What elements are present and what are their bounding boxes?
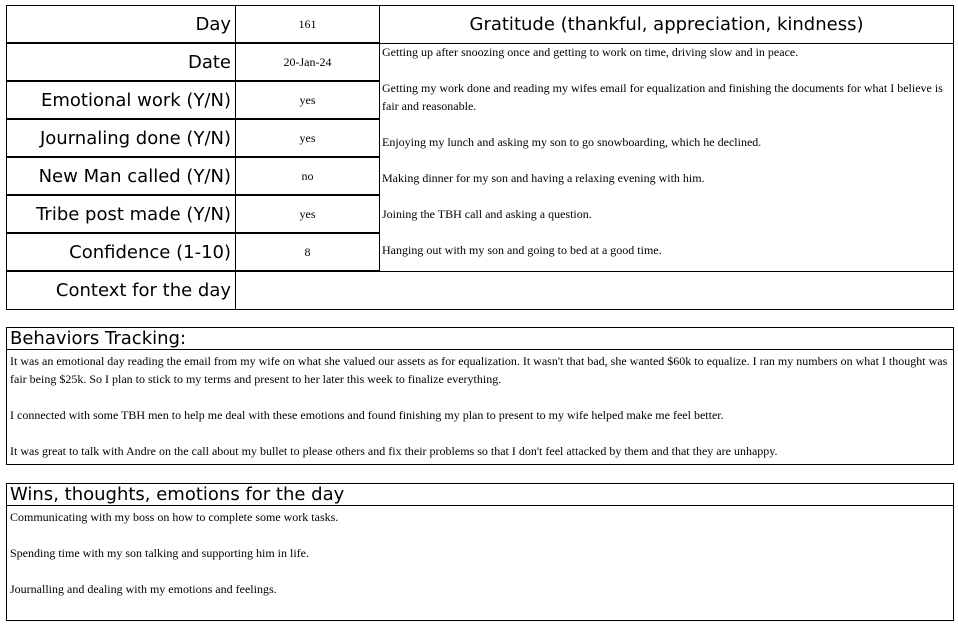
confidence-label: Confidence (1-10): [6, 233, 236, 271]
new-man-called-label: New Man called (Y/N): [6, 157, 236, 195]
emotional-work-value[interactable]: yes: [235, 81, 380, 119]
wins-text[interactable]: [7, 506, 953, 598]
gratitude-item: Getting up after snoozing once and getting to work on time, driving slow and in peace.: [382, 45, 799, 59]
behaviors-text[interactable]: [7, 350, 953, 460]
gratitude-item: Hanging out with my son and going to bed at a good time.: [382, 243, 662, 257]
daily-tracker-table: [6, 5, 954, 310]
confidence-value[interactable]: 8: [235, 233, 380, 271]
behaviors-section: [6, 327, 954, 465]
wins-paragraph: Journalling and dealing with my emotions and feelings.: [10, 582, 277, 596]
gratitude-item: Getting my work done and reading my wifes email for equalization and finishing the documents for what I believe is fair and reasonable.: [382, 81, 943, 113]
behaviors-title: Behaviors Tracking:: [7, 328, 953, 350]
wins-paragraph: Spending time with my son talking and supporting him in life.: [10, 546, 309, 560]
gratitude-list[interactable]: [379, 43, 954, 272]
day-label: Day: [6, 5, 236, 43]
day-value[interactable]: 161: [235, 5, 380, 43]
date-value[interactable]: 20-Jan-24: [235, 43, 380, 81]
journaling-done-value[interactable]: yes: [235, 119, 380, 157]
emotional-work-label: Emotional work (Y/N): [6, 81, 236, 119]
behaviors-paragraph: I connected with some TBH men to help me deal with these emotions and found finishing my plan to present to my wife helped make me feel better.: [10, 408, 724, 422]
tribe-post-made-value[interactable]: yes: [235, 195, 380, 233]
behaviors-paragraph: It was an emotional day reading the email from my wife on what she valued our assets as for equalization. It wasn't that bad, she wanted $60k to equalize. I ran my numbers on what I thought was fair being $25k. So I plan to stick to my terms and present to her later this week to finalize everything.: [10, 354, 948, 386]
behaviors-paragraph: It was great to talk with Andre on the call about my bullet to please others and fix their problems so that I don't feel attacked by them and that they are unhappy.: [10, 444, 778, 458]
wins-section: [6, 483, 954, 621]
journaling-done-label: Journaling done (Y/N): [6, 119, 236, 157]
wins-title: Wins, thoughts, emotions for the day: [7, 484, 953, 506]
gratitude-item: Making dinner for my son and having a relaxing evening with him.: [382, 171, 705, 185]
gratitude-item: Joining the TBH call and asking a question.: [382, 207, 592, 221]
wins-paragraph: Communicating with my boss on how to complete some work tasks.: [10, 510, 339, 524]
context-label: Context for the day: [6, 271, 236, 310]
gratitude-item: Enjoying my lunch and asking my son to go snowboarding, which he declined.: [382, 135, 762, 149]
context-value[interactable]: [235, 271, 954, 310]
date-label: Date: [6, 43, 236, 81]
new-man-called-value[interactable]: no: [235, 157, 380, 195]
gratitude-title: Gratitude (thankful, appreciation, kindness): [379, 5, 954, 44]
tribe-post-made-label: Tribe post made (Y/N): [6, 195, 236, 233]
